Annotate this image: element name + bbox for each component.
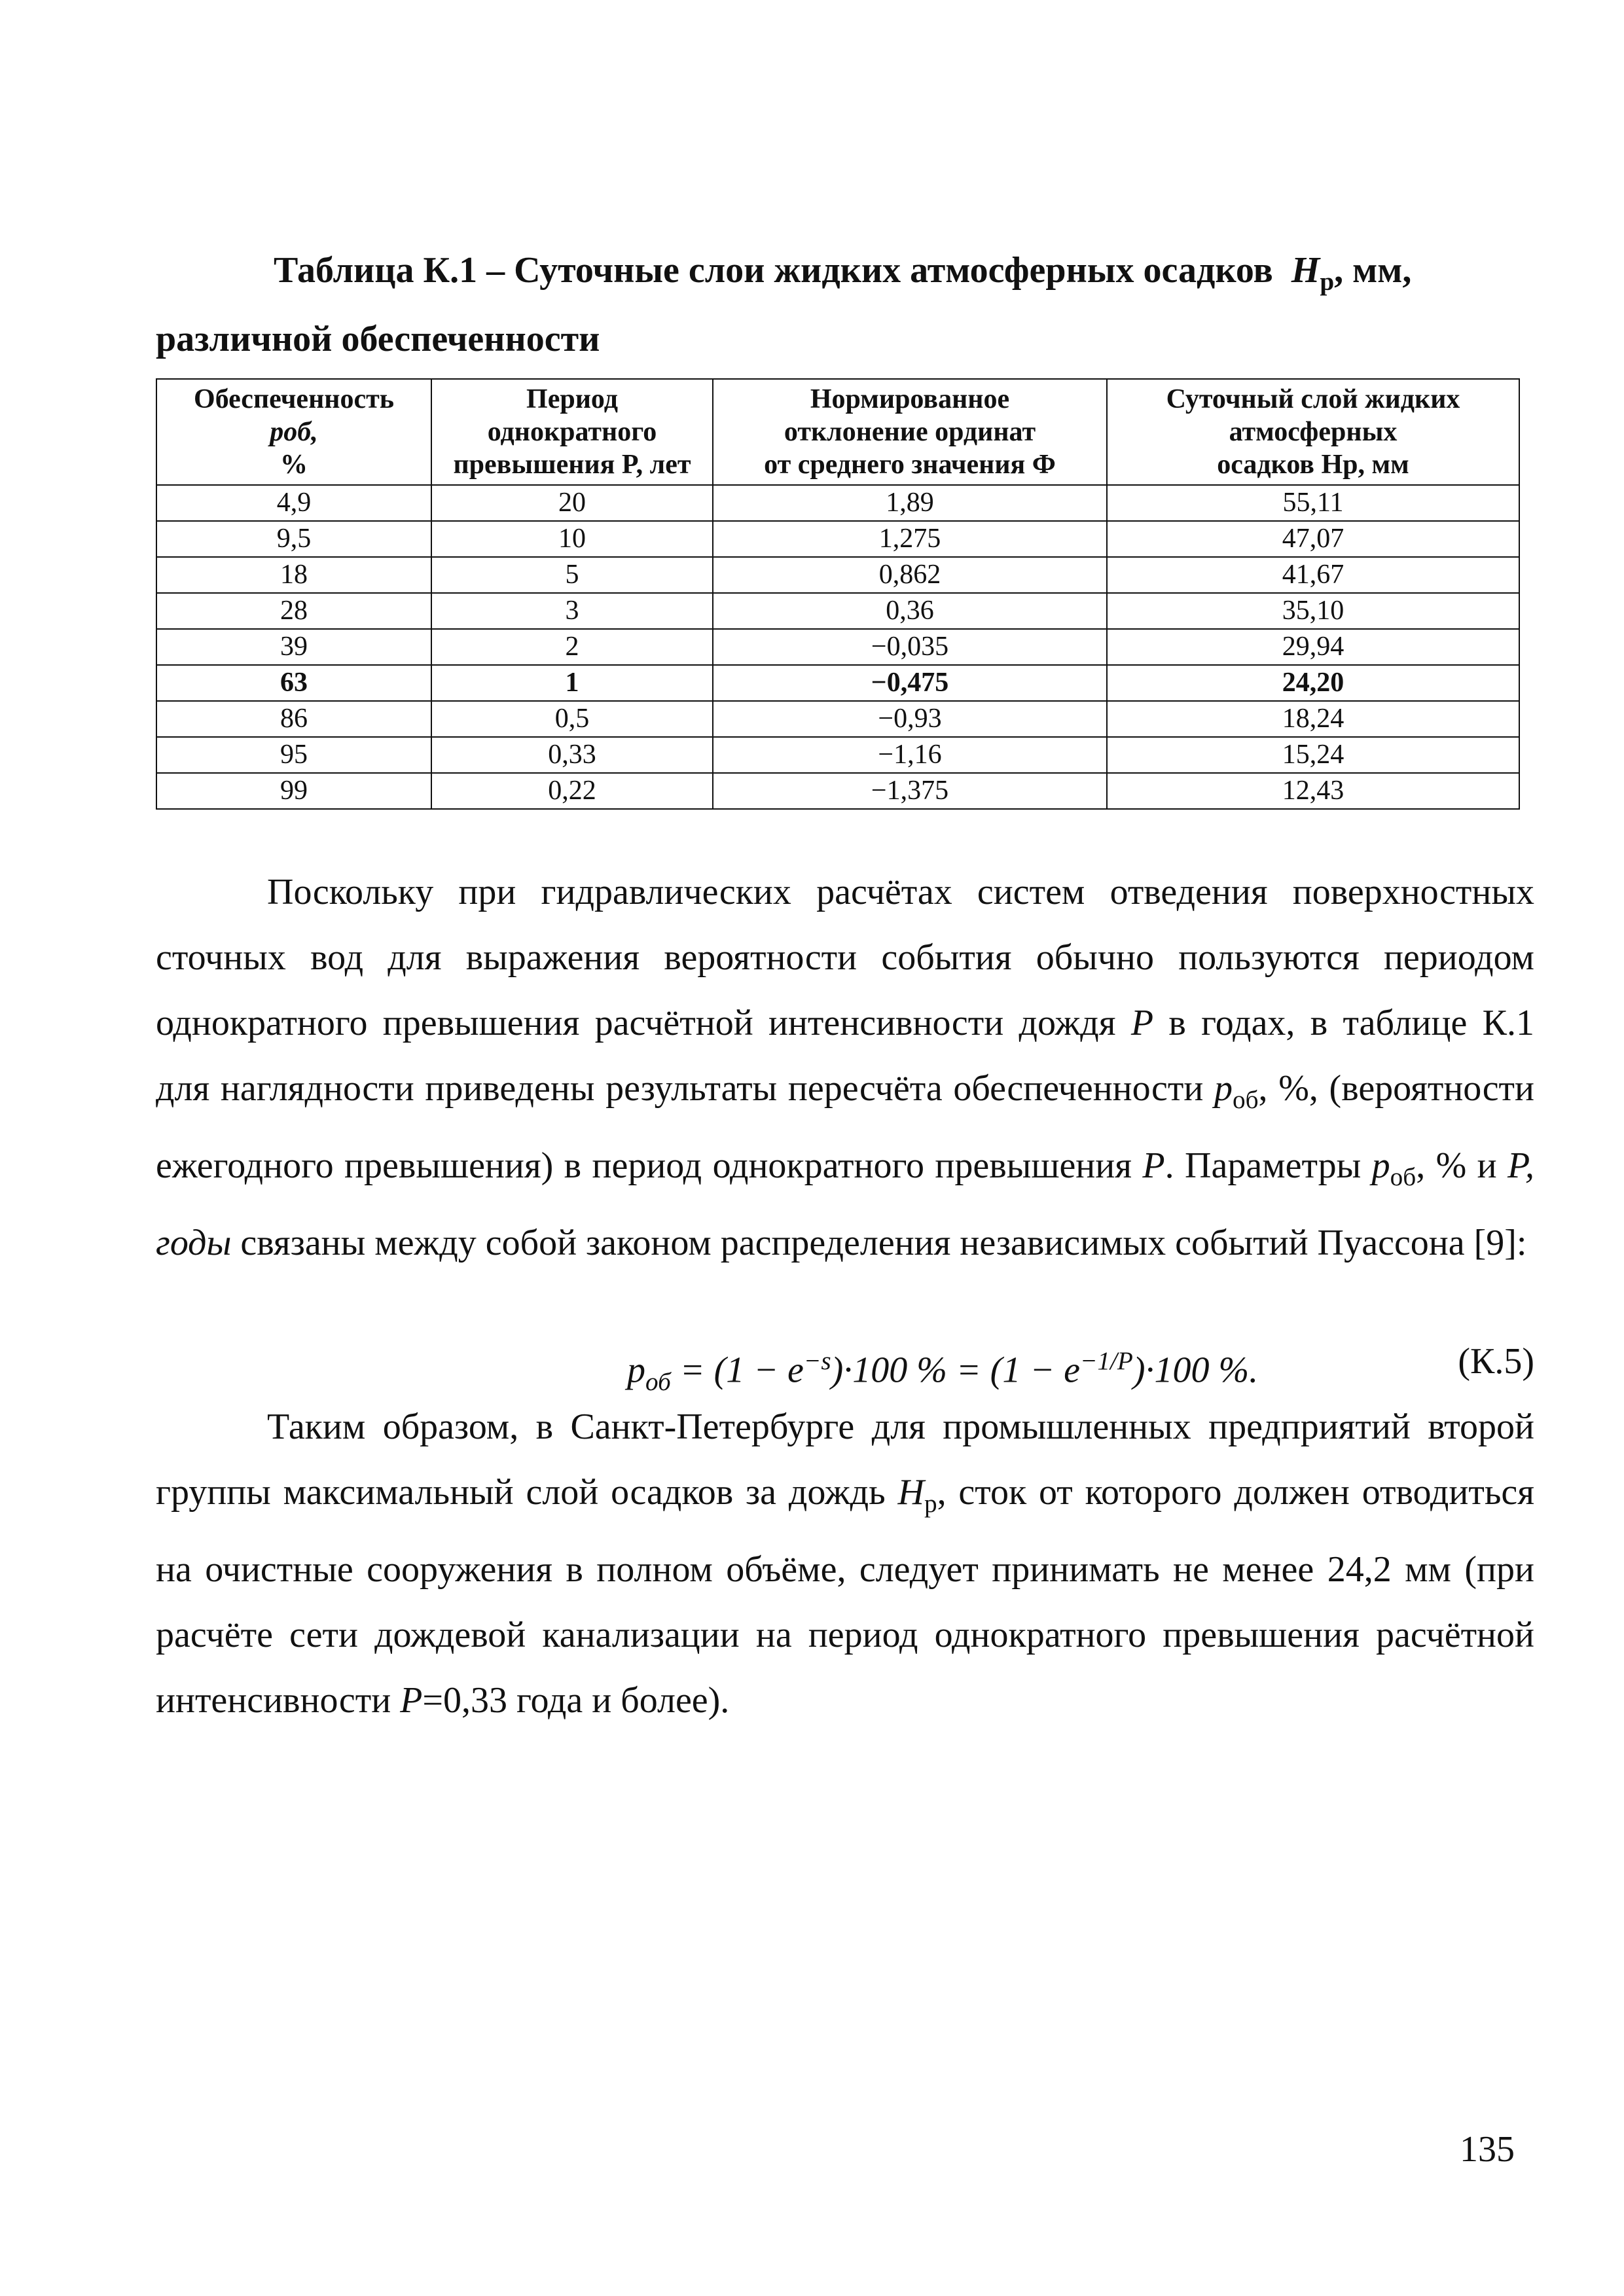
table-row: 95 0,33 −1,16 15,24: [156, 737, 1519, 773]
table-row: 28 3 0,36 35,10: [156, 593, 1519, 629]
table-caption-line2: различной обеспеченности: [156, 319, 600, 359]
header-cell: Нормированное отклонение ординат от среднего значения Ф: [713, 379, 1107, 485]
header-cell: Обеспеченность pоб, %: [156, 379, 431, 485]
table-row: 4,9 20 1,89 55,11: [156, 485, 1519, 521]
table-row: 9,5 10 1,275 47,07: [156, 521, 1519, 557]
formula-number: (К.5): [1458, 1341, 1534, 1382]
paragraph-conclusion: Таким образом, в Санкт-Петербурге для промышленных предприятий второй группы максимальный слой осадков за дождь $H_p$, сток от которого должен отводиться на очистные сооружения в полном объёме, следует принимать не менее 24,2 мм (при расчёте сети дождевой канализации на период однократного превышения расчётной интенсивности P=0,33 года и более).: [156, 1407, 1534, 1721]
header-cell: Период однократного превышения P, лет: [431, 379, 713, 485]
table-row: 99 0,22 −1,375 12,43: [156, 773, 1519, 809]
table-row: 86 0,5 −0,93 18,24: [156, 701, 1519, 737]
page-number: 135: [1460, 2129, 1515, 2170]
table-row: 39 2 −0,035 29,94: [156, 629, 1519, 665]
table-row: 18 5 0,862 41,67: [156, 557, 1519, 593]
header-cell: Суточный слой жидких атмосферных осадков Hр, мм: [1107, 379, 1519, 485]
table-row-highlighted: 63 1 −0,475 24,20: [156, 665, 1519, 701]
table-header-row: [156, 379, 1519, 485]
precipitation-table: [156, 378, 1520, 810]
paragraph-poisson: Поскольку при гидравлических расчётах систем отведения поверхностных сточных вод для выражения вероятности события обычно пользуются периодом однократного превышения расчётной интенсивности дождя P в годах, в таблице К.1 для наглядности приведены результаты пересчёта обеспеченности $p_{об}$, %, (вероятности ежегодного превышения) в период однократного превышения P. Параметры $p_{об}$, % и P, годы связаны между собой законом распределения независимых событий Пуассона [9]:: [156, 872, 1535, 1264]
formula-expression: $p_{об} = (1 - e^{-s})\cdot 100$ % = $(1 - e^{-1/P})\cdot 100$ %.: [627, 1347, 1259, 1396]
formula-k5: [156, 1329, 1534, 1394]
table-caption: Таблица К.1 – Суточные слои жидких атмосферных осадков $H_р$, мм,: [274, 250, 1412, 296]
